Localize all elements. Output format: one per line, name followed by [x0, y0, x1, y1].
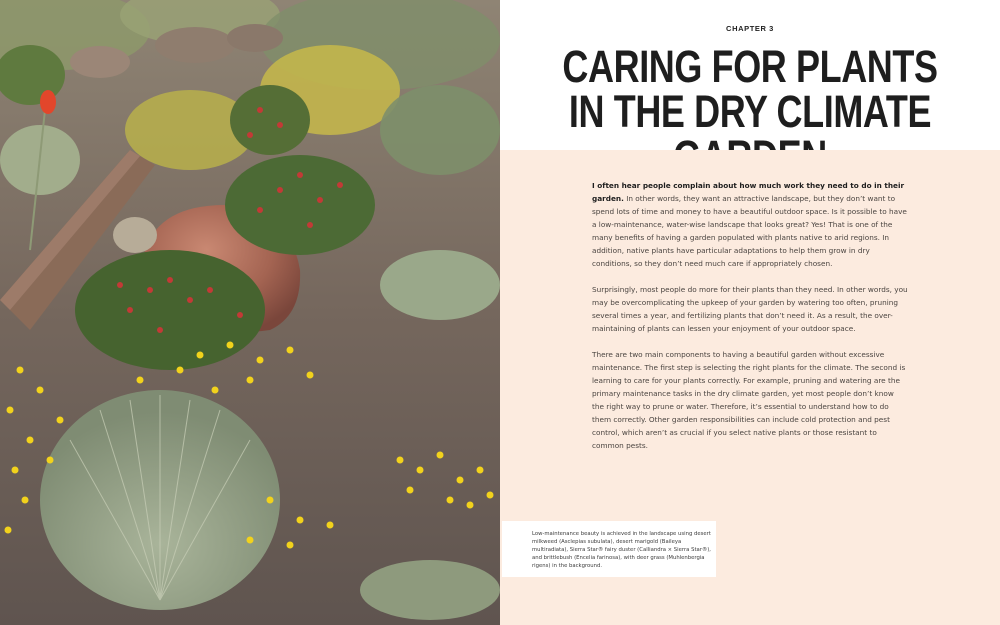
- title-block: [500, 0, 1000, 150]
- chapter-label: CHAPTER 3: [726, 24, 774, 33]
- photo-caption-box: [502, 521, 716, 577]
- paragraph-2: Surprisingly, most people do more for their plants than they need. In other words, you may be overcomplicating the upkeep of your garden by watering too often, pruning several times a year, and fertilizing plants that don’t need it. As a result, the over-maintaining of plants can lessen your enjoyment of your outdoor space.: [592, 285, 908, 333]
- chapter-title: CARING FOR PLANTS IN THE DRY CLIMATE: [562, 41, 938, 137]
- body-text: [592, 179, 908, 465]
- photo-caption: Low-maintenance beauty is achieved in the landscape using desert milkweed (Asclepias subulata), desert marigold (Baileya multiradiata), Sierra Star® fairy duster (Calliandra × Sierra Star®), and brittlebush (Encelia farinosa), with deer grass (Muhlenbergia rigens) in the background.: [532, 531, 711, 570]
- paragraph-1-text: In other words, they want an attractive landscape, but they don’t want to spend lots of time and money to have a beautiful outdoor space. Is it possible to have a low-maintenance, water-wise landscape that looks great? Yes! That is one of the many benefits of having a garden populated with plants native to arid regions. In addition, native plants have particular adaptations to help them grow in dry conditions, so they don’t need much care if appropriately chosen.: [592, 194, 907, 268]
- paragraph-3: There are two main components to having a beautiful garden without excessive maintenance. The first step is selecting the right plants for the climate. The second is learning to care for your plants correctly. For example, pruning and watering are the primary maintenance tasks in the dry climate garden, yet most people don’t know the right way to prune or water. Therefore, it’s essential to understand how to do them correctly. Other garden responsibilities can include cold protection and pest control, which aren’t as crucial if you select native plants or those resistant to common pests.: [592, 350, 906, 450]
- lead-sentence: I often hear people complain about how much work they need to do in their garden.: [592, 181, 905, 203]
- paragraph-1: [592, 179, 908, 270]
